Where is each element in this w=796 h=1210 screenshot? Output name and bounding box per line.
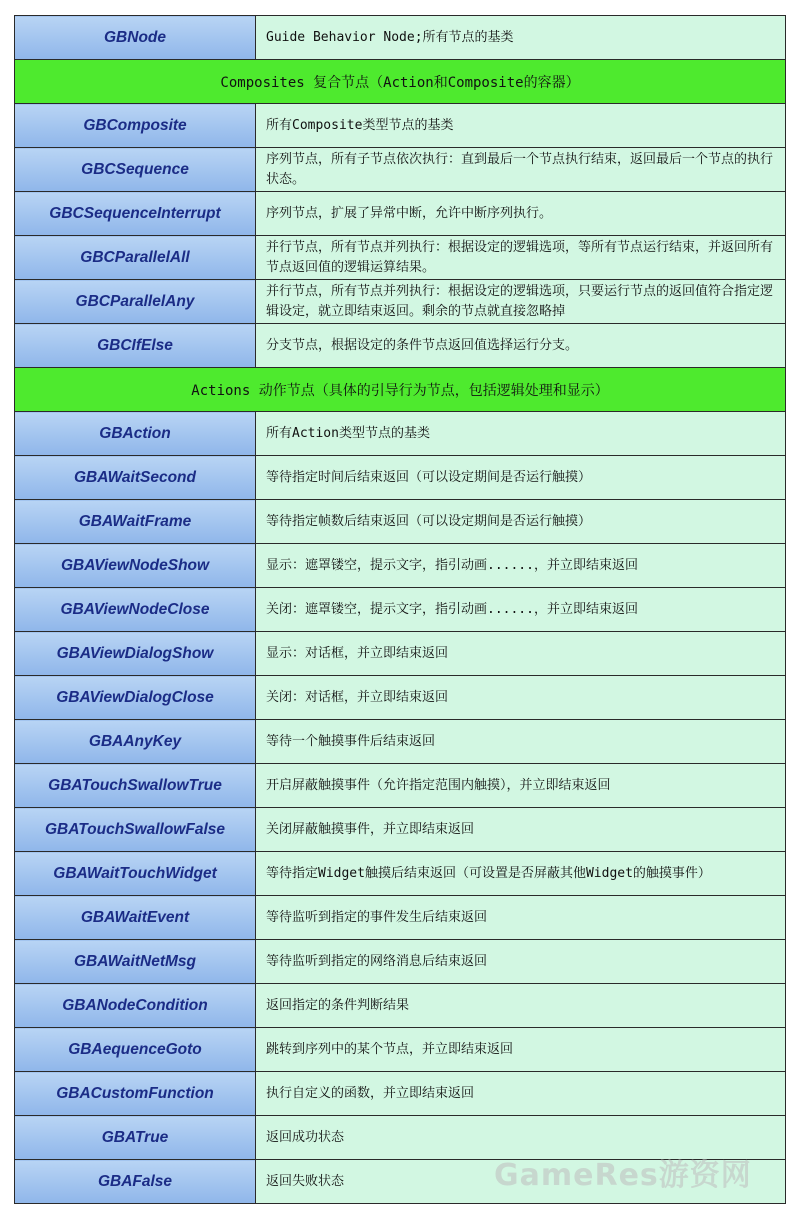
node-description: Guide Behavior Node;所有节点的基类: [256, 16, 786, 60]
table-row: [15, 104, 786, 148]
node-description: 等待指定Widget触摸后结束返回（可设置是否屏蔽其他Widget的触摸事件）: [256, 852, 786, 896]
table-row: [15, 148, 786, 192]
table-row: [15, 720, 786, 764]
node-name: GBCSequenceInterrupt: [15, 192, 256, 236]
table-row: [15, 808, 786, 852]
table-row: [15, 412, 786, 456]
node-name: GBAWaitNetMsg: [15, 940, 256, 984]
section-header-row: [15, 368, 786, 412]
table-row: [15, 632, 786, 676]
node-name: GBAWaitEvent: [15, 896, 256, 940]
node-description: 等待监听到指定的事件发生后结束返回: [256, 896, 786, 940]
table-row: [15, 676, 786, 720]
node-table: [14, 15, 786, 1204]
node-name: GBAViewNodeClose: [15, 588, 256, 632]
node-name: GBANodeCondition: [15, 984, 256, 1028]
node-name: GBComposite: [15, 104, 256, 148]
node-name: GBAViewNodeShow: [15, 544, 256, 588]
node-name: GBCIfElse: [15, 324, 256, 368]
section-title: Composites 复合节点（Action和Composite的容器）: [15, 60, 786, 104]
node-description: 等待一个触摸事件后结束返回: [256, 720, 786, 764]
node-name: GBAWaitFrame: [15, 500, 256, 544]
section-title: Actions 动作节点（具体的引导行为节点，包括逻辑处理和显示）: [15, 368, 786, 412]
node-description: 序列节点，扩展了异常中断，允许中断序列执行。: [256, 192, 786, 236]
node-description: 并行节点，所有节点并列执行：根据设定的逻辑选项，等所有节点运行结束，并返回所有节点返回值的逻辑运算结果。: [256, 236, 786, 280]
node-name: GBCParallelAll: [15, 236, 256, 280]
table-row: [15, 764, 786, 808]
table-row: [15, 16, 786, 60]
node-description: 等待指定时间后结束返回（可以设定期间是否运行触摸）: [256, 456, 786, 500]
node-description: 关闭屏蔽触摸事件，并立即结束返回: [256, 808, 786, 852]
node-name: GBCParallelAny: [15, 280, 256, 324]
node-description: 关闭：遮罩镂空，提示文字，指引动画......，并立即结束返回: [256, 588, 786, 632]
table-row: [15, 940, 786, 984]
table-row: [15, 500, 786, 544]
node-name: GBAction: [15, 412, 256, 456]
table-row: [15, 192, 786, 236]
table-row: [15, 544, 786, 588]
table-row: [15, 852, 786, 896]
node-description: 返回失败状态: [256, 1160, 786, 1204]
node-description: 显示：遮罩镂空，提示文字，指引动画......，并立即结束返回: [256, 544, 786, 588]
node-name: GBAViewDialogClose: [15, 676, 256, 720]
node-description: 返回指定的条件判断结果: [256, 984, 786, 1028]
section-header-row: [15, 60, 786, 104]
table-row: [15, 236, 786, 280]
node-name: GBATouchSwallowTrue: [15, 764, 256, 808]
node-description: 返回成功状态: [256, 1116, 786, 1160]
watermark-logo: GameRes游资网: [494, 1158, 752, 1193]
node-name: GBATouchSwallowFalse: [15, 808, 256, 852]
table-row: [15, 1028, 786, 1072]
node-name: GBAFalse: [15, 1160, 256, 1204]
table-row: [15, 456, 786, 500]
node-name: GBAWaitSecond: [15, 456, 256, 500]
table-row: [15, 896, 786, 940]
table-row: [15, 324, 786, 368]
node-description: 等待指定帧数后结束返回（可以设定期间是否运行触摸）: [256, 500, 786, 544]
node-description: 开启屏蔽触摸事件（允许指定范围内触摸），并立即结束返回: [256, 764, 786, 808]
table-row: [15, 1072, 786, 1116]
node-description: 所有Action类型节点的基类: [256, 412, 786, 456]
node-description: 跳转到序列中的某个节点，并立即结束返回: [256, 1028, 786, 1072]
node-description: 显示：对话框，并立即结束返回: [256, 632, 786, 676]
table-row: [15, 588, 786, 632]
node-description: 所有Composite类型节点的基类: [256, 104, 786, 148]
node-name: GBAWaitTouchWidget: [15, 852, 256, 896]
node-description: 执行自定义的函数，并立即结束返回: [256, 1072, 786, 1116]
node-name: GBAequenceGoto: [15, 1028, 256, 1072]
node-name: GBAViewDialogShow: [15, 632, 256, 676]
node-name: GBACustomFunction: [15, 1072, 256, 1116]
node-name: GBAAnyKey: [15, 720, 256, 764]
table-row: [15, 984, 786, 1028]
table-row: [15, 280, 786, 324]
node-name: GBCSequence: [15, 148, 256, 192]
node-description: 等待监听到指定的网络消息后结束返回: [256, 940, 786, 984]
node-description: 序列节点，所有子节点依次执行：直到最后一个节点执行结束，返回最后一个节点的执行状态。: [256, 148, 786, 192]
node-name: GBNode: [15, 16, 256, 60]
node-description: 并行节点，所有节点并列执行：根据设定的逻辑选项，只要运行节点的返回值符合指定逻辑设定，就立即结束返回。剩余的节点就直接忽略掉: [256, 280, 786, 324]
node-description: 分支节点，根据设定的条件节点返回值选择运行分支。: [256, 324, 786, 368]
node-name: GBATrue: [15, 1116, 256, 1160]
node-description: 关闭：对话框，并立即结束返回: [256, 676, 786, 720]
